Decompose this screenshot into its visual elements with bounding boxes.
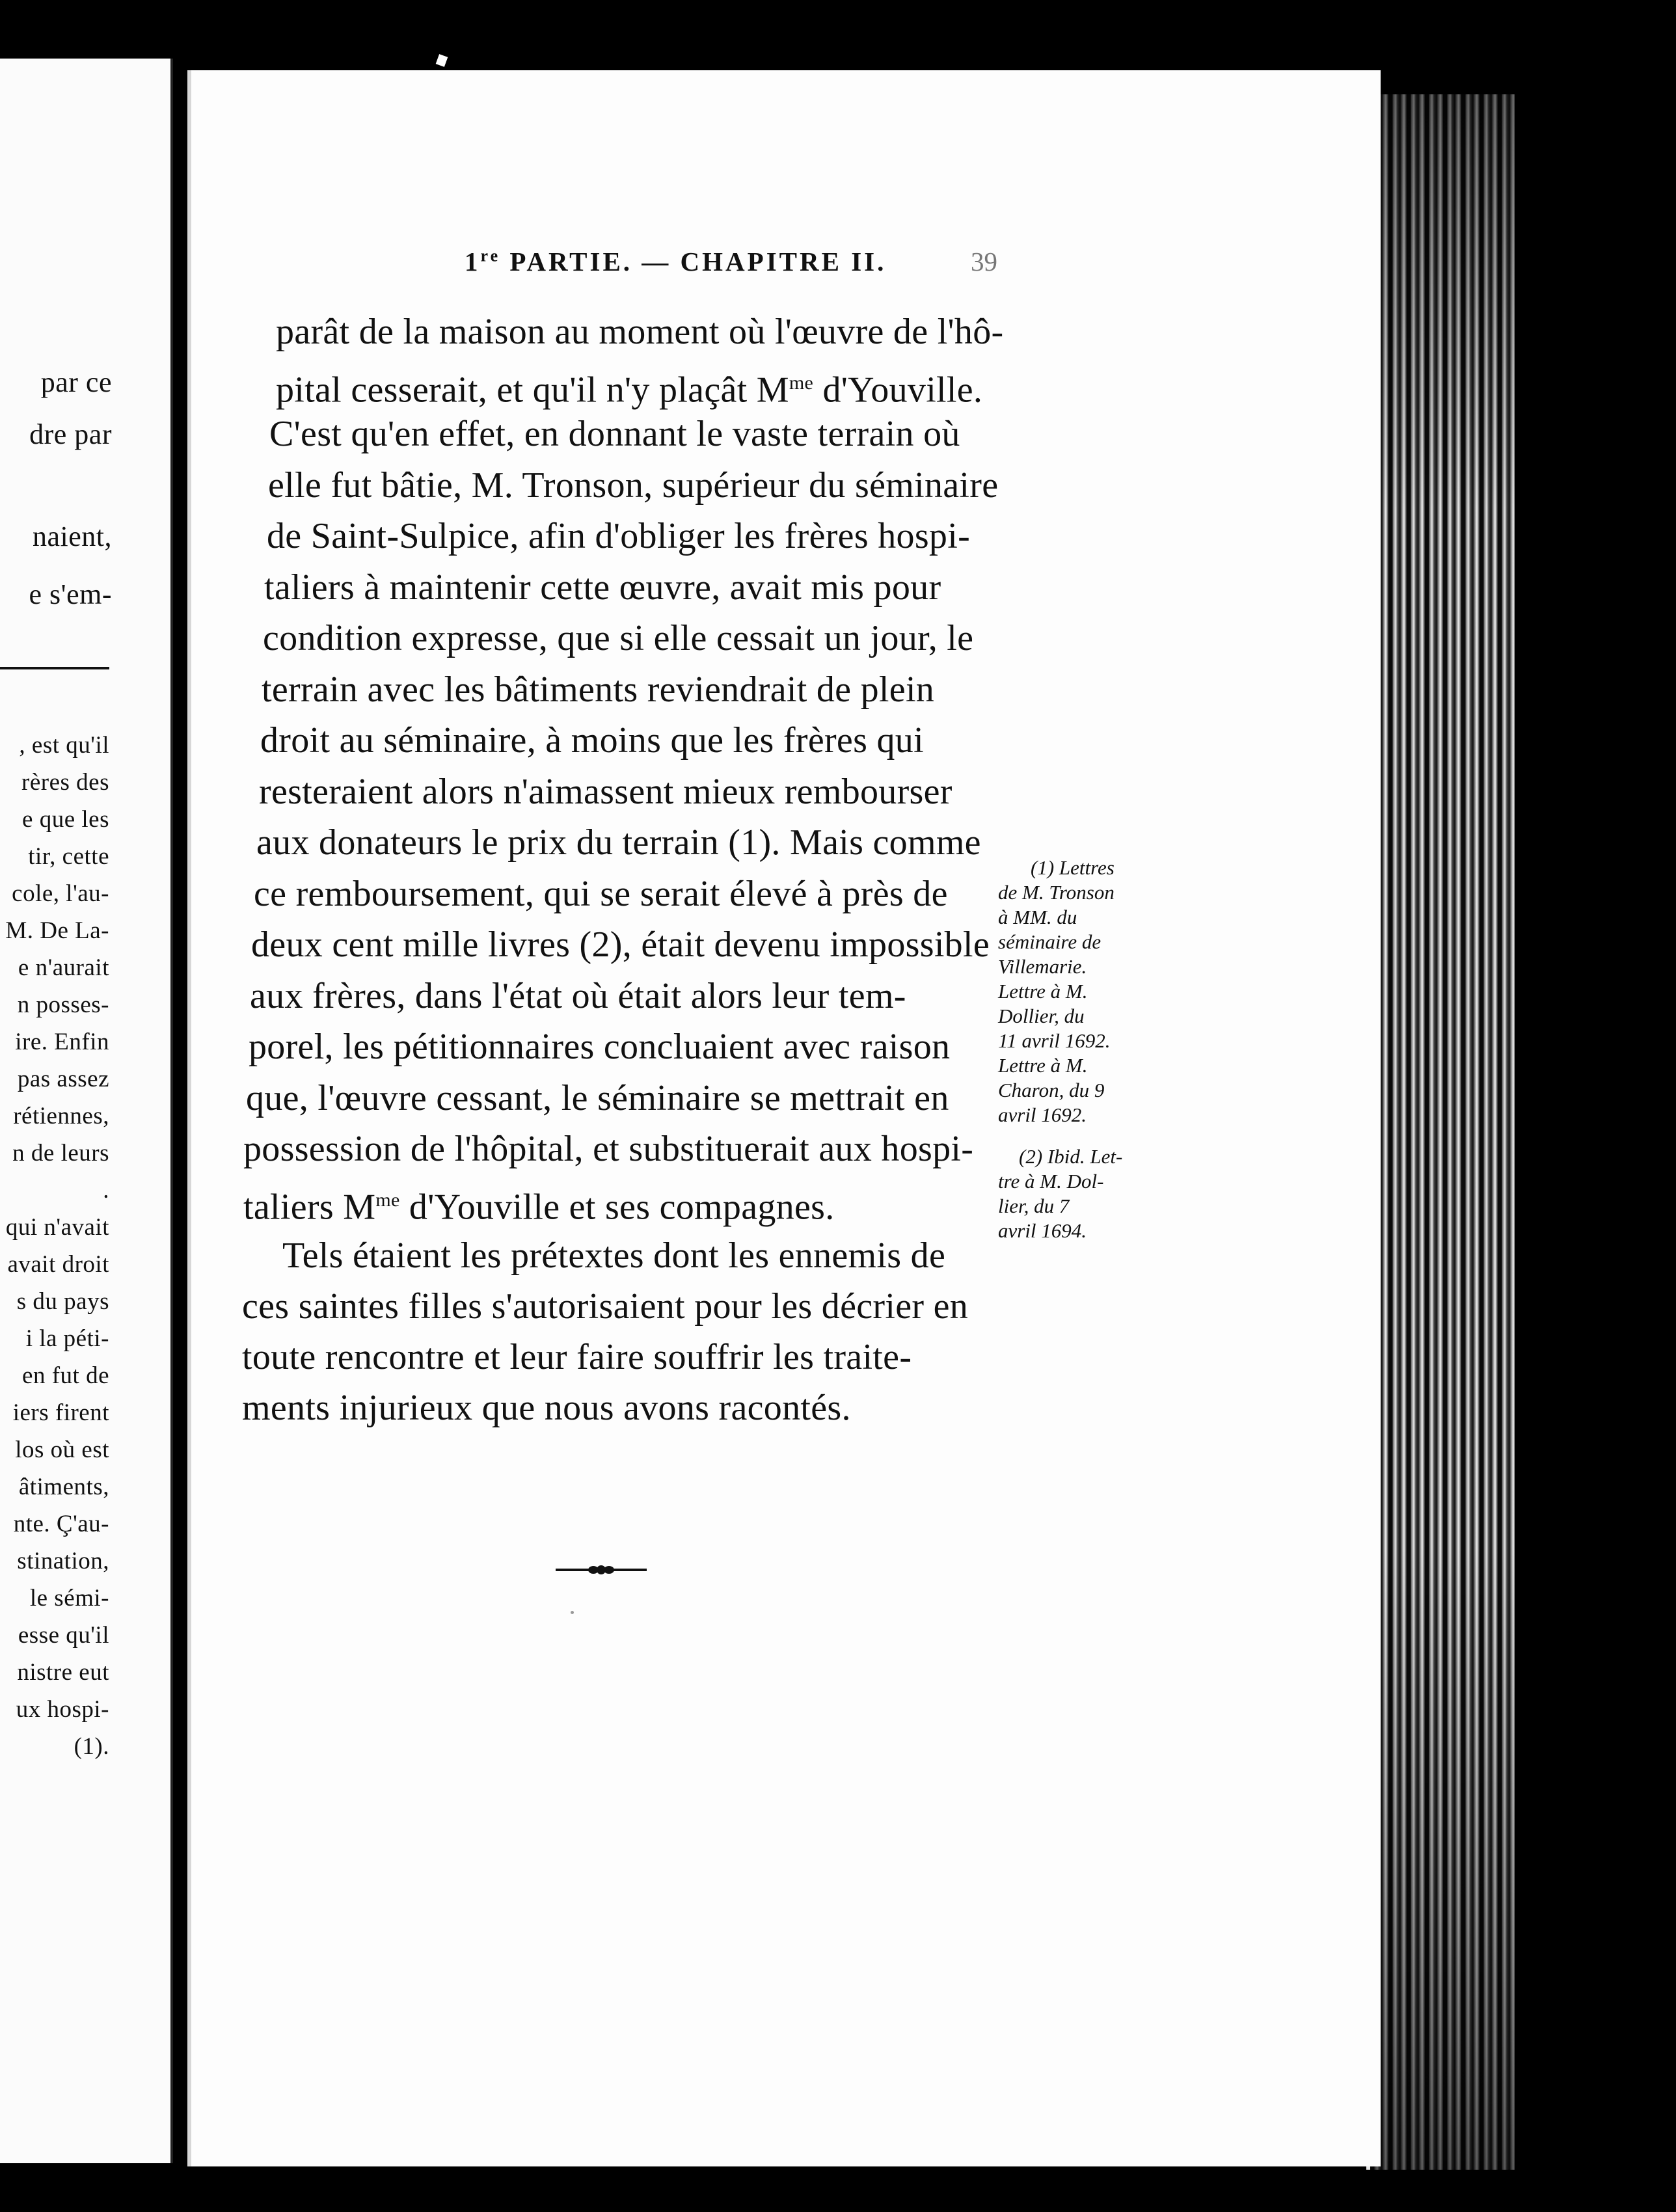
left-page-rule xyxy=(0,667,109,669)
left-page-note-line: ire. Enfin xyxy=(15,1029,109,1055)
margin-note-line: séminaire de xyxy=(998,930,1102,953)
body-text-line: terrain avec les bâtiments reviendrait de plein xyxy=(262,669,935,710)
margin-note-line: Lettre à M. xyxy=(998,980,1088,1003)
body-text-line: taliers $M^{me}$ d'Youville et ses compagnes. xyxy=(243,1187,835,1228)
margin-note-line: Dollier, du xyxy=(998,1005,1085,1027)
body-text-line: ments injurieux que nous avons racontés. xyxy=(242,1388,851,1428)
margin-note-line: tre à M. Dol- xyxy=(998,1170,1104,1193)
body-text-line: que, l'œuvre cessant, le séminaire se mettrait en xyxy=(246,1077,949,1118)
left-page-note-line: iers firent xyxy=(12,1399,109,1426)
running-head-title: 1re PARTIE. — CHAPITRE II. xyxy=(465,246,887,276)
left-page-note-line: en fut de xyxy=(22,1362,109,1389)
margin-note-line: Lettre à M. xyxy=(998,1054,1088,1077)
left-page-line: e s'em- xyxy=(29,578,112,610)
book-page xyxy=(187,70,1381,2166)
left-page-note-line: qui n'avait xyxy=(5,1214,109,1241)
left-page-note-line: , est qu'il xyxy=(19,732,109,759)
body-text-line: aux donateurs le prix du terrain (1). Mais comme xyxy=(256,822,981,863)
left-page-note-line: cole, l'au- xyxy=(12,880,109,907)
left-page-note-line: âtiments, xyxy=(18,1474,109,1500)
ornament-divider xyxy=(556,1563,647,1576)
body-text-line: parât de la maison au moment où l'œuvre de l'hô- xyxy=(276,312,1004,352)
left-page-note-line: s du pays xyxy=(16,1288,109,1315)
scan-mark xyxy=(436,54,448,67)
margin-note-line: Charon, du 9 xyxy=(998,1079,1105,1101)
body-text-line: ces saintes filles s'autorisaient pour les décrier en xyxy=(242,1286,969,1327)
left-page-note-line: pas assez xyxy=(17,1066,109,1092)
body-text-line: possession de l'hôpital, et substituerait aux hospi- xyxy=(243,1129,974,1169)
left-page-line: par ce xyxy=(40,366,112,398)
body-text-line: pital cesserait, et qu'il n'y plaçât $M^{me}$ d'Youville. xyxy=(276,370,983,411)
margin-note-line: Villemarie. xyxy=(998,955,1087,978)
left-page-note-line: ux hospi- xyxy=(16,1696,109,1723)
left-page-note-line: M. De La- xyxy=(5,917,109,944)
body-text-line: toute rencontre et leur faire souffrir les traite- xyxy=(242,1337,912,1377)
body-text-line: porel, les pétitionnaires concluaient avec raison xyxy=(249,1027,951,1067)
left-page-note-line: . xyxy=(103,1177,109,1204)
left-page-note-line: (1). xyxy=(74,1733,109,1760)
body-text-line: taliers à maintenir cette œuvre, avait mis pour xyxy=(264,567,941,608)
left-page-note-line: nte. Ç'au- xyxy=(13,1511,109,1537)
left-page-note-line: n de leurs xyxy=(12,1140,109,1167)
left-page-note-line: i la péti- xyxy=(25,1325,109,1352)
margin-note-line: avril 1694. xyxy=(998,1219,1087,1242)
margin-note-line: (2) Ibid. Let- xyxy=(1019,1145,1123,1168)
margin-note-line: lier, du 7 xyxy=(998,1194,1070,1217)
left-page-note-line: avait droit xyxy=(7,1251,109,1278)
body-text-line: ce remboursement, qui se serait élevé à près de xyxy=(254,873,948,914)
body-text-line: aux frères, dans l'état où était alors leur tem- xyxy=(250,975,906,1016)
body-text-line: droit au séminaire, à moins que les frères qui xyxy=(260,720,924,761)
left-page-note-line: los où est xyxy=(15,1436,109,1463)
body-text-line: C'est qu'en effet, en donnant le vaste terrain où xyxy=(269,414,960,454)
left-page-note-line: n posses- xyxy=(17,991,109,1018)
body-text-line: deux cent mille livres (2), était devenu impossible xyxy=(251,924,990,965)
left-page-line: dre par xyxy=(29,418,112,450)
body-text-line: elle fut bâtie, M. Tronson, supérieur du séminaire xyxy=(268,465,999,506)
left-page-note-line: rères des xyxy=(21,769,109,796)
margin-note-line: 11 avril 1692. xyxy=(998,1029,1111,1052)
left-page-note-line: rétiennes, xyxy=(13,1103,109,1129)
book-fore-edge xyxy=(1366,94,1515,2170)
left-page-note-line: e que les xyxy=(22,806,109,833)
margin-note-line: (1) Lettres xyxy=(1031,856,1115,879)
left-page-note-line: le sémi- xyxy=(29,1585,109,1612)
left-page-fragment xyxy=(0,59,173,2163)
margin-note-line: de M. Tronson xyxy=(998,881,1115,904)
left-page-note-line: esse qu'il xyxy=(18,1622,109,1649)
margin-note-line: à MM. du xyxy=(998,906,1077,928)
body-text-line: condition expresse, que si elle cessait un jour, le xyxy=(263,618,974,658)
page-number: 39 xyxy=(971,247,997,276)
left-page-note-line: stination, xyxy=(17,1548,109,1574)
body-text-line: de Saint-Sulpice, afin d'obliger les frères hospi- xyxy=(267,516,971,556)
body-text-line: Tels étaient les prétextes dont les ennemis de xyxy=(282,1235,946,1276)
left-page-note-line: tir, cette xyxy=(28,843,109,870)
margin-note-line: avril 1692. xyxy=(998,1103,1087,1126)
left-page-note-line: nistre eut xyxy=(17,1659,109,1686)
left-page-note-line: e n'aurait xyxy=(18,954,109,981)
left-page-line: naient, xyxy=(32,520,112,552)
speck xyxy=(571,1611,574,1614)
body-text-line: resteraient alors n'aimassent mieux rembourser xyxy=(259,771,953,812)
